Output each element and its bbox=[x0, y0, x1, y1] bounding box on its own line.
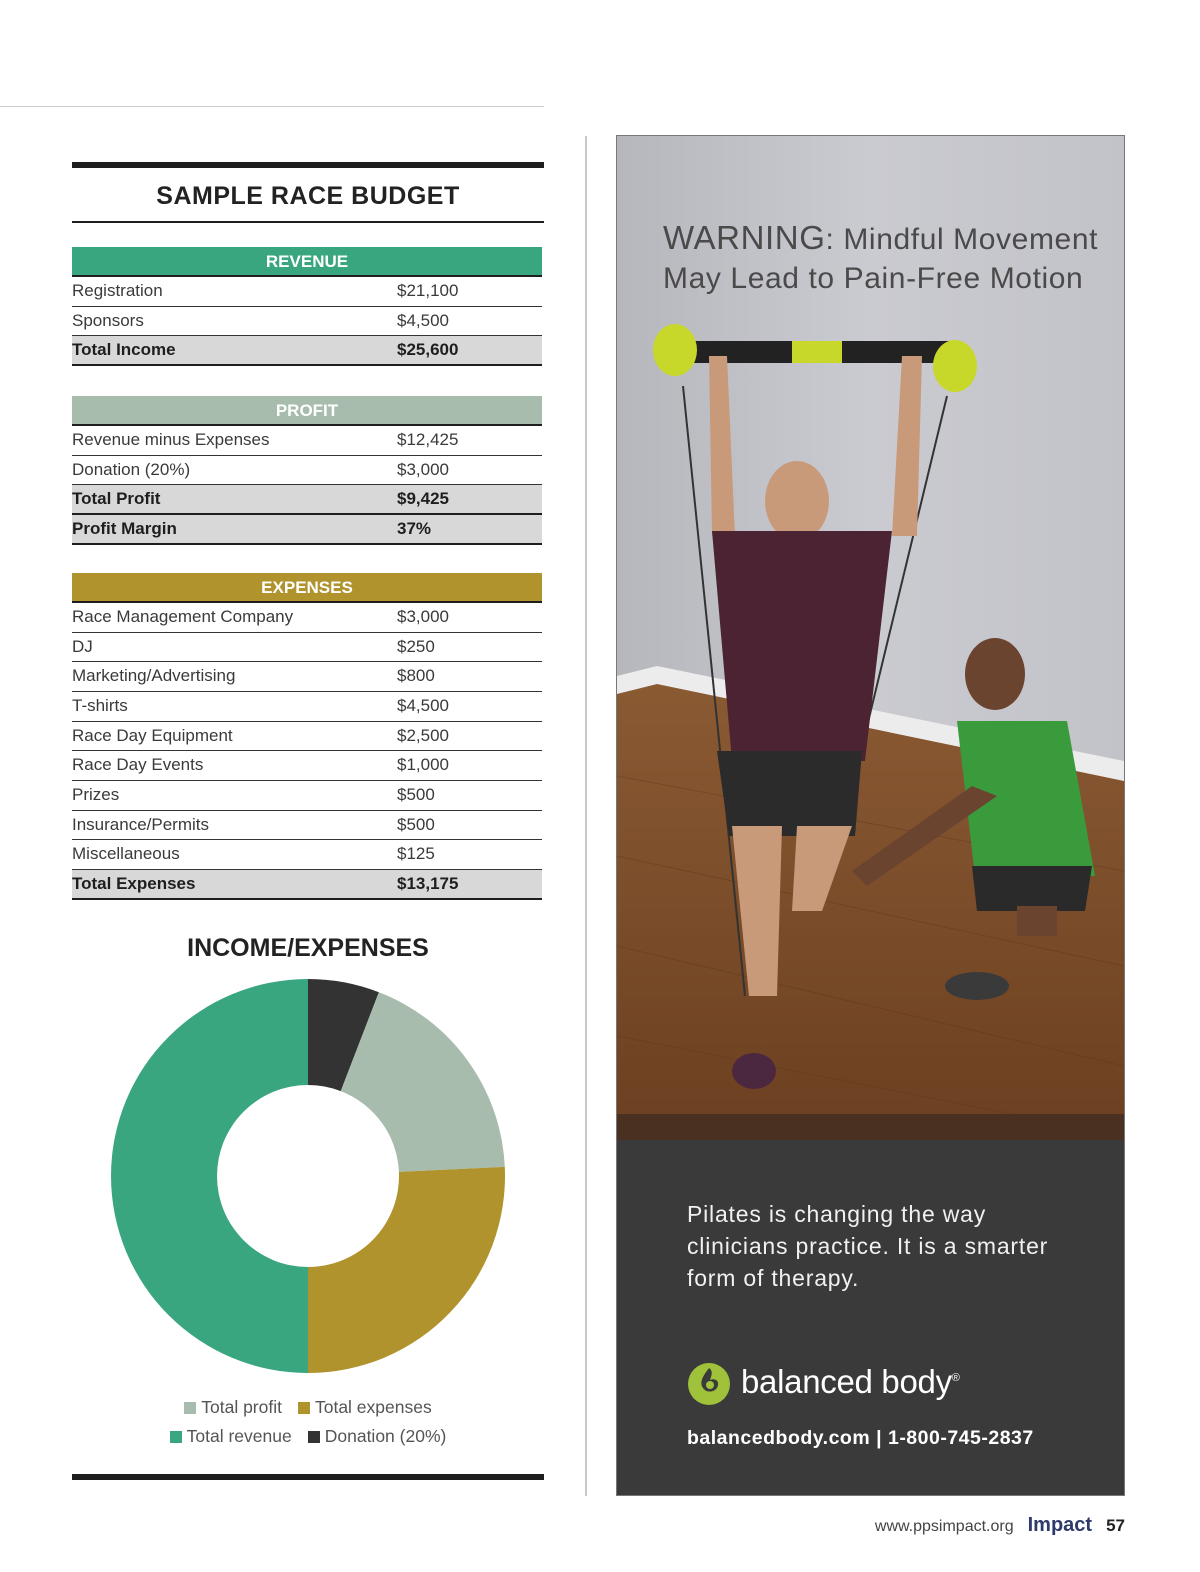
table-bottom-rule bbox=[72, 1474, 544, 1480]
row-label: Insurance/Permits bbox=[72, 814, 209, 834]
sample-race-budget-table bbox=[72, 162, 544, 900]
chart-title: INCOME/EXPENSES bbox=[187, 934, 429, 962]
ad-text-panel bbox=[617, 1140, 1124, 1495]
row-value: $2,500 bbox=[397, 725, 449, 745]
row-label: Race Management Company bbox=[72, 606, 294, 626]
row-value: $800 bbox=[397, 666, 435, 686]
row-value: $1,000 bbox=[397, 755, 449, 775]
page-number: 57 bbox=[1106, 1516, 1125, 1535]
row-label: Sponsors bbox=[72, 310, 144, 330]
row-value: $250 bbox=[397, 636, 435, 656]
donut-slice-total-expenses bbox=[308, 1167, 505, 1373]
ad-headline bbox=[663, 218, 1113, 298]
row-label: Miscellaneous bbox=[72, 844, 180, 864]
row-label: Donation (20%) bbox=[72, 459, 191, 479]
total-profit-row bbox=[72, 485, 542, 515]
expenses-section bbox=[72, 573, 542, 900]
warning-label: WARNING bbox=[663, 219, 826, 256]
legend-swatch bbox=[308, 1431, 320, 1443]
revenue-heading: REVENUE bbox=[72, 247, 542, 277]
row-value: $500 bbox=[397, 784, 435, 804]
balanced-body-logo-icon bbox=[685, 1358, 733, 1406]
page-footer bbox=[875, 1514, 1125, 1537]
table-row bbox=[72, 811, 542, 841]
row-value: $21,100 bbox=[397, 281, 459, 300]
legend-item bbox=[308, 1426, 447, 1447]
profit-heading: PROFIT bbox=[72, 396, 542, 426]
total-income-row bbox=[72, 336, 542, 366]
row-value: $4,500 bbox=[397, 310, 449, 330]
row-value: $3,000 bbox=[397, 606, 449, 626]
row-value: $12,425 bbox=[397, 430, 459, 450]
row-label: Total Income bbox=[72, 340, 176, 360]
legend-label: Donation (20%) bbox=[324, 1426, 447, 1446]
legend-swatch bbox=[170, 1431, 182, 1443]
ad-photo bbox=[617, 136, 1124, 1140]
total-expenses-row bbox=[72, 870, 542, 900]
column-divider bbox=[585, 136, 587, 1496]
balanced-body-logo bbox=[685, 1358, 960, 1406]
legend-label: Total expenses bbox=[314, 1397, 432, 1417]
legend-label: Total profit bbox=[201, 1397, 282, 1417]
warning-text: : Mindful Movement May Lead to Pain-Free Motion bbox=[663, 223, 1099, 295]
brand-name: balanced body® bbox=[741, 1363, 960, 1400]
income-expenses-donut-chart bbox=[100, 970, 516, 1386]
revenue-section bbox=[72, 247, 542, 366]
table-row bbox=[72, 307, 542, 337]
legend-swatch bbox=[298, 1402, 310, 1414]
table-row bbox=[72, 692, 542, 722]
profit-section bbox=[72, 396, 542, 545]
donut-slice-total-revenue bbox=[111, 979, 308, 1373]
row-label: DJ bbox=[72, 636, 93, 656]
budget-title: SAMPLE RACE BUDGET bbox=[156, 182, 460, 210]
row-label: Race Day Events bbox=[72, 755, 204, 775]
row-value: 37% bbox=[397, 519, 432, 539]
footer-url: www.ppsimpact.org bbox=[874, 1518, 1014, 1535]
row-value: $13,175 bbox=[397, 874, 459, 893]
row-label: Revenue minus Expenses bbox=[72, 430, 270, 450]
row-value: $125 bbox=[397, 844, 435, 864]
row-value: $4,500 bbox=[397, 695, 449, 715]
row-label: Race Day Equipment bbox=[72, 725, 233, 745]
table-row bbox=[72, 662, 542, 692]
table-row bbox=[72, 426, 542, 456]
title-rule bbox=[72, 221, 544, 223]
table-row bbox=[72, 603, 542, 633]
row-label: Profit Margin bbox=[72, 519, 177, 539]
row-value: $25,600 bbox=[397, 340, 459, 360]
table-row bbox=[72, 722, 542, 752]
row-label: Total Profit bbox=[72, 489, 161, 509]
chart-legend-row-1 bbox=[72, 1397, 544, 1418]
row-value: $500 bbox=[397, 814, 435, 834]
table-row bbox=[72, 751, 542, 781]
row-label: Total Expenses bbox=[72, 874, 196, 893]
row-value: $3,000 bbox=[397, 459, 449, 479]
table-row bbox=[72, 781, 542, 811]
row-label: T-shirts bbox=[72, 695, 128, 715]
table-row bbox=[72, 456, 542, 486]
chart-legend-row-2 bbox=[72, 1426, 544, 1447]
row-label: Marketing/Advertising bbox=[72, 666, 236, 686]
legend-item bbox=[298, 1397, 432, 1418]
table-row bbox=[72, 277, 542, 307]
table-row bbox=[72, 840, 542, 870]
profit-margin-row bbox=[72, 515, 542, 545]
row-label: Registration bbox=[72, 281, 163, 300]
legend-item bbox=[184, 1397, 282, 1418]
header-rule bbox=[0, 106, 544, 107]
row-label: Prizes bbox=[72, 784, 120, 804]
row-value: $9,425 bbox=[397, 489, 449, 509]
expenses-heading: EXPENSES bbox=[72, 573, 542, 603]
legend-label: Total revenue bbox=[186, 1426, 292, 1446]
ad-contact-info: balancedbody.com | 1-800-745-2837 bbox=[687, 1427, 1034, 1449]
legend-swatch bbox=[184, 1402, 196, 1414]
magazine-name: Impact bbox=[1027, 1514, 1093, 1536]
table-row bbox=[72, 633, 542, 663]
legend-item bbox=[170, 1426, 292, 1447]
balanced-body-advertisement bbox=[616, 135, 1125, 1496]
ad-tagline: Pilates is changing the way clinicians practice. It is a smarter form of therapy. bbox=[687, 1201, 1049, 1291]
